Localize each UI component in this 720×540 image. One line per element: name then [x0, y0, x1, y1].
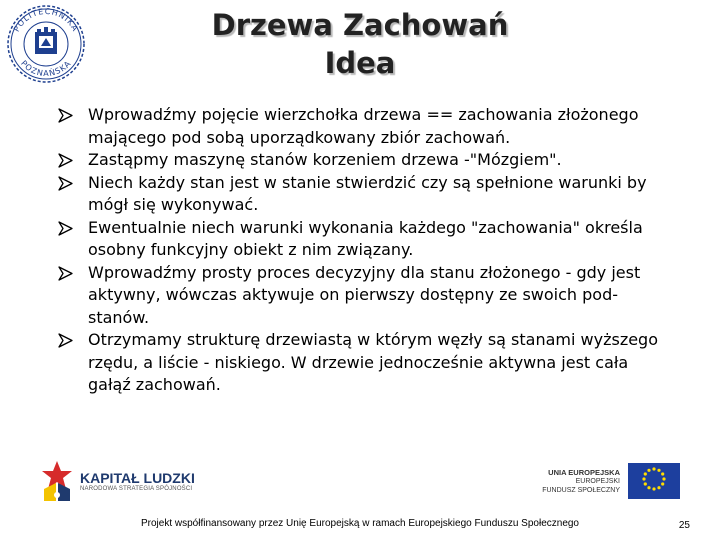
- eu-flag-icon: [628, 463, 680, 499]
- arrow-bullet-icon: [58, 153, 73, 168]
- list-item: [60, 217, 660, 262]
- list-item: [60, 104, 660, 149]
- arrow-bullet-icon: [58, 333, 73, 348]
- seal-text-bottom: POZNAŃSKA: [18, 58, 74, 79]
- funding-note: Projekt współfinansowany przez Unię Europejską w ramach Europejskiego Funduszu Społecznego: [140, 518, 579, 529]
- kapital-ludzki-logo: [40, 459, 195, 503]
- arrow-bullet-icon: [58, 108, 73, 123]
- footer-logos: [40, 455, 680, 507]
- bullet-text: Zastąpmy maszynę stanów korzeniem drzewa -"Mózgiem".: [88, 150, 562, 169]
- eu-line3: FUNDUSZ SPOŁECZNY: [542, 486, 620, 494]
- list-item: [60, 329, 660, 397]
- list-item: [60, 172, 660, 217]
- bullet-text: Wprowadźmy pojęcie wierzchołka drzewa == zachowania złożonego mającego pod sobą uporządkowany zbiór zachowań.: [88, 105, 639, 147]
- list-item: [60, 262, 660, 330]
- bullet-text: Wprowadźmy prosty proces decyzyjny dla stanu złożonego - gdy jest aktywny, wówczas aktywuje on pierwszy dostępny ze swoich pod-stanów.: [88, 262, 641, 327]
- slide-title: [110, 6, 610, 82]
- page-number: 25: [678, 520, 690, 531]
- arrow-bullet-icon: [58, 221, 73, 236]
- bullet-text: Otrzymamy strukturę drzewiastą w którym węzły są stanami wyższego rzędu, a liście - niskiego. W drzewie jednocześnie aktywna jest cała gałąź zachowań.: [88, 330, 658, 394]
- kapital-ludzki-subtitle: NARODOWA STRATEGIA SPÓJNOŚCI: [80, 486, 193, 492]
- university-seal-icon: [4, 2, 88, 86]
- eu-logo: [542, 463, 680, 499]
- eu-line2: EUROPEJSKI: [575, 477, 620, 485]
- slide-title-line2: Idea: [324, 46, 396, 80]
- bullet-text: Niech każdy stan jest w stanie stwierdzić czy są spełnione warunki by mógł się wykonywać.: [88, 172, 647, 214]
- svg-text:POZNAŃSKA: [19, 59, 73, 78]
- kapital-ludzki-title: KAPITAŁ LUDZKI: [80, 470, 195, 486]
- list-item: [60, 149, 660, 172]
- bullet-list: [60, 104, 660, 397]
- bullet-text: Ewentualnie niech warunki wykonania każdego "zachowania" określa osobny funkcyjny obiekt z nim związany.: [88, 217, 643, 259]
- eu-line1: UNIA EUROPEJSKA: [548, 467, 620, 477]
- seal-text-top: POLITECHNIKA: [11, 6, 80, 34]
- kapital-ludzki-logo-icon: [40, 459, 74, 503]
- slide-title-line1: Drzewa Zachowań: [211, 8, 509, 42]
- arrow-bullet-icon: [58, 266, 73, 281]
- arrow-bullet-icon: [58, 176, 73, 191]
